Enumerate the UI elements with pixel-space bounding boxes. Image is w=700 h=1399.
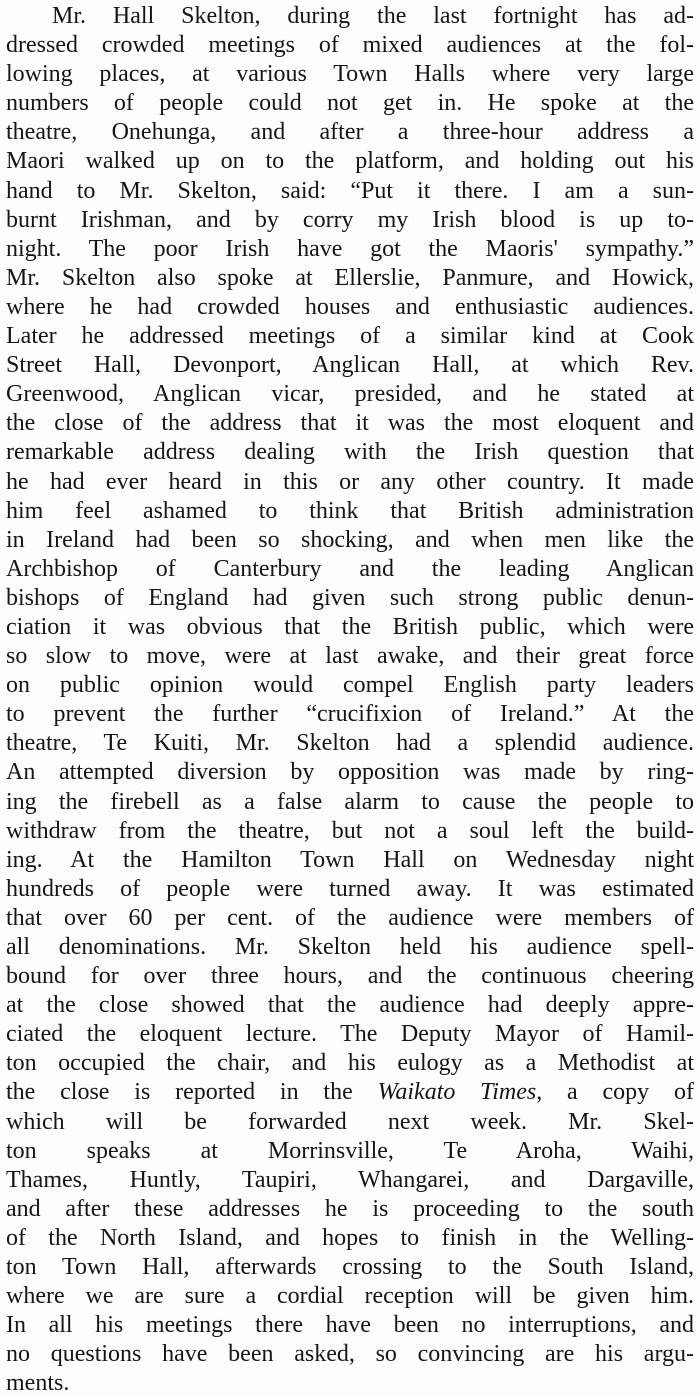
article-line: where he had crowded houses and enthusiastic audiences.: [6, 293, 694, 320]
article-line: where we are sure a cordial reception will be given him.: [6, 1283, 694, 1310]
article-line: Maori walked up on to the platform, and holding out his: [6, 148, 694, 175]
article-line: in Ireland had been so shocking, and when men like the: [6, 526, 694, 553]
article-line: all denominations. Mr. Skelton held his audience spell-: [6, 934, 694, 960]
article-line: bishops of England had given such strong public denun-: [6, 584, 694, 611]
article-line: Mr. Skelton also spoke at Ellerslie, Panmure, and Howick,: [6, 264, 694, 291]
article-line: him feel ashamed to think that British administration: [6, 497, 694, 524]
article-line: ciated the eloquent lecture. The Deputy Mayor of Hamil-: [6, 1021, 694, 1048]
article-line: In all his meetings there have been no interruptions, and: [6, 1312, 694, 1339]
article-line: Street Hall, Devonport, Anglican Hall, at which Rev.: [6, 352, 694, 379]
article-line: ton Town Hall, afterwards crossing to the South Island,: [6, 1254, 694, 1281]
article-text: [6, 2, 694, 1399]
article-line: bound for over three hours, and the continuous cheering: [6, 963, 694, 990]
newspaper-name: Waikato Times: [377, 1079, 537, 1106]
article-line: Greenwood, Anglican vicar, presided, and he stated at: [6, 381, 694, 408]
article-line: lowing places, at various Town Halls where very large: [6, 61, 694, 88]
article-line: ing. At the Hamilton Town Hall on Wednesday night: [6, 846, 694, 873]
article-line: theatre, Onehunga, and after a three-hour address a: [6, 119, 694, 146]
article-line: and after these addresses he is proceeding to the south: [6, 1195, 694, 1222]
article-line: remarkable address dealing with the Irish question that: [6, 439, 694, 466]
article-line: the close of the address that it was the most eloquent and: [6, 410, 694, 437]
article-line: hand to Mr. Skelton, said: “Put it there. I am a sun-: [6, 177, 694, 204]
article-line: dressed crowded meetings of mixed audiences at the fol-: [6, 32, 694, 59]
article-line: Mr. Hall Skelton, during the last fortnight has ad-: [52, 3, 694, 29]
article-line: withdraw from the theatre, but not a soul left the build-: [6, 817, 694, 844]
article-line: An attempted diversion by opposition was made by ring-: [6, 759, 694, 786]
article-line: that over 60 per cent. of the audience were members of: [6, 904, 694, 931]
article-line: ing the firebell as a false alarm to cause the people to: [6, 788, 694, 815]
article-line: burnt Irishman, and by corry my Irish blood is up to-: [6, 206, 694, 233]
article-line-text: , a copy of: [536, 1079, 694, 1106]
article-line: theatre, Te Kuiti, Mr. Skelton had a splendid audience.: [6, 730, 694, 757]
article-line: of the North Island, and hopes to finish in the Welling-: [6, 1224, 694, 1251]
article-line: hundreds of people were turned away. It was estimated: [6, 875, 694, 902]
article-line: he had ever heard in this or any other country. It made: [6, 468, 694, 495]
article-line: on public opinion would compel English party leaders: [6, 672, 694, 699]
article-line: ton occupied the chair, and his eulogy as a Methodist at: [6, 1050, 694, 1077]
article-line-text: the close is reported in the: [6, 1079, 378, 1106]
article-line: ments.: [6, 1370, 70, 1397]
article-line: numbers of people could not get in. He spoke at the: [6, 90, 694, 117]
article-line: to prevent the further “crucifixion of Ireland.” At the: [6, 701, 694, 728]
article-line: Thames, Huntly, Taupiri, Whangarei, and Dargaville,: [6, 1166, 694, 1193]
article-line: which will be forwarded next week. Mr. Skel-: [6, 1108, 694, 1135]
article-line: no questions have been asked, so convincing are his argu-: [6, 1341, 694, 1368]
article-line: at the close showed that the audience had deeply appre-: [6, 992, 694, 1019]
article-line: [6, 1078, 694, 1107]
article-line: ciation it was obvious that the British public, which were: [6, 613, 694, 640]
article-line: Later he addressed meetings of a similar kind at Cook: [6, 323, 694, 350]
article-line: night. The poor Irish have got the Maoris' sympathy.”: [6, 235, 694, 262]
article-line: Archbishop of Canterbury and the leading Anglican: [6, 555, 694, 582]
article-line: ton speaks at Morrinsville, Te Aroha, Waihi,: [6, 1137, 694, 1164]
article-line: so slow to move, were at last awake, and their great force: [6, 643, 694, 670]
